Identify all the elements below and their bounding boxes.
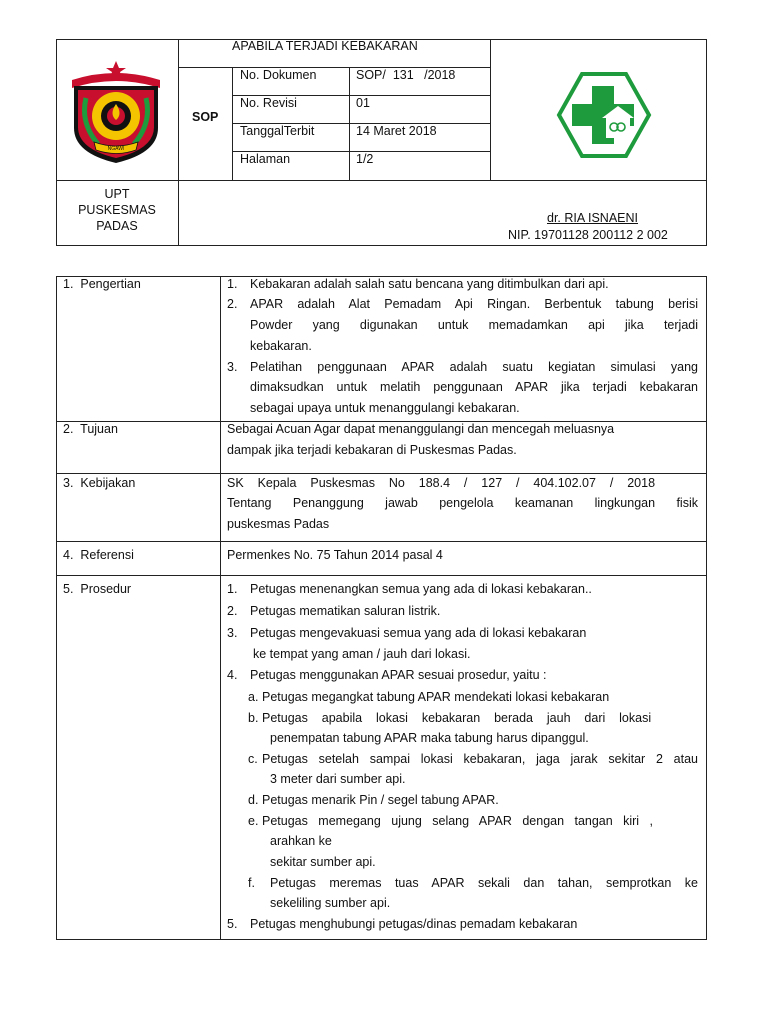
pengertian-item-1-line-1: Kebakaran adalah salah satu bencana yang ditimbulkan dari api. (250, 277, 609, 291)
pengertian-item-3-line-3: sebagai upaya untuk menanggulangi kebakaran. (250, 401, 520, 415)
sop-label: SOP (192, 110, 219, 124)
referensi-line-1: Permenkes No. 75 Tahun 2014 pasal 4 (227, 548, 443, 562)
prosedur-step-2-num: 2. (227, 604, 238, 618)
prosedur-substep-a-num: a. (248, 690, 259, 704)
kebijakan-line-1: SK Kepala Puskesmas No 188.4 / 127 / 404.102.07 / 2018 (227, 476, 656, 490)
document-title: APABILA TERJADI KEBAKARAN (232, 39, 418, 53)
prosedur-substep-c-num: c. (248, 752, 258, 766)
prosedur-substep-e-num: e. (248, 814, 259, 828)
pengertian-item-2-line-1: APAR adalah Alat Pemadam Api Ringan. Berbentuk tabung berisi (250, 297, 698, 311)
prosedur-step-1-num: 1. (227, 582, 238, 596)
pengertian-item-3-num: 3. (227, 360, 238, 374)
prosedur-substep-a-line-1: Petugas megangkat tabung APAR mendekati lokasi kebakaran (262, 690, 610, 704)
prosedur-step-5-text: Petugas menghubungi petugas/dinas pemadam kebakaran (250, 917, 578, 931)
pengertian-item-2-num: 2. (227, 297, 238, 311)
prosedur-step-3-num: 3. (227, 626, 238, 640)
pengertian-item-3-line-2: dimaksudkan untuk melatih penggunaan APAR jika terjadi kebakaran (250, 380, 698, 394)
puskesmas-logo (556, 72, 652, 158)
prosedur-substep-e-line-3: sekitar sumber api. (270, 855, 376, 869)
prosedur-step-3-cont: ke tempat yang aman / jauh dari lokasi. (253, 647, 471, 661)
field-value-no-revisi: 01 (356, 96, 370, 110)
tujuan-line-2: dampak jika terjadi kebakaran di Puskesmas Padas. (227, 443, 517, 457)
prosedur-substep-f-num: f. (248, 876, 255, 890)
prosedur-step-2-text: Petugas mematikan saluran listrik. (250, 604, 441, 618)
prosedur-substep-e-line-2: arahkan ke (270, 834, 332, 848)
prosedur-substep-b-num: b. (248, 711, 259, 725)
prosedur-step-5-num: 5. (227, 917, 238, 931)
signer-nip: NIP. 19701128 200112 2 002 (508, 228, 668, 242)
svg-text:NGAWI: NGAWI (107, 146, 125, 152)
pengertian-item-3-line-1: Pelatihan penggunaan APAR adalah suatu kegiatan simulasi yang (250, 360, 698, 374)
prosedur-substep-f-line-2: sekeliling sumber api. (270, 896, 391, 910)
field-value-no-dokumen: SOP/ 131 /2018 (356, 68, 456, 82)
field-label-halaman: Halaman (240, 152, 291, 166)
pengertian-item-1-num: 1. (227, 277, 238, 291)
kebijakan-line-3: puskesmas Padas (227, 517, 330, 531)
prosedur-substep-e-line-1: Petugas memegang ujung selang APAR dengan tangan kiri , (262, 814, 653, 828)
section-label-tujuan: 2. Tujuan (63, 422, 118, 436)
section-label-prosedur: 5. Prosedur (63, 582, 132, 596)
prosedur-substep-b-line-1: Petugas apabila lokasi kebakaran berada jauh dari lokasi (262, 711, 652, 725)
section-label-referensi: 4. Referensi (63, 548, 134, 562)
field-label-tanggal-terbit: TanggalTerbit (240, 124, 315, 138)
prosedur-step-4-text: Petugas menggunakan APAR sesuai prosedur, yaitu : (250, 668, 547, 682)
field-label-no-revisi: No. Revisi (240, 96, 297, 110)
prosedur-substep-d-line-1: Petugas menarik Pin / segel tabung APAR. (262, 793, 499, 807)
prosedur-substep-f-line-1: Petugas meremas tuas APAR sekali dan tahan, semprotkan ke (270, 876, 698, 890)
pengertian-item-2-line-2: Powder yang digunakan untuk memadamkan api jika terjadi (250, 318, 698, 332)
field-label-no-dokumen: No. Dokumen (240, 68, 317, 82)
kebijakan-line-2: Tentang Penanggung jawab pengelola keamanan lingkungan fisik (227, 496, 698, 510)
org-line-1: UPT (104, 187, 130, 201)
prosedur-substep-d-num: d. (248, 793, 259, 807)
prosedur-step-1-text: Petugas menenangkan semua yang ada di lokasi kebakaran.. (250, 582, 592, 596)
prosedur-substep-b-line-2: penempatan tabung APAR maka tabung harus dipanggul. (270, 731, 589, 745)
section-label-kebijakan: 3. Kebijakan (63, 476, 136, 490)
pengertian-item-2-line-3: kebakaran. (250, 339, 312, 353)
prosedur-step-4-num: 4. (227, 668, 238, 682)
prosedur-step-3-text: Petugas mengevakuasi semua yang ada di lokasi kebakaran (250, 626, 587, 640)
section-label-pengertian: 1. Pengertian (63, 277, 141, 291)
org-line-2: PUSKESMAS (78, 203, 156, 217)
org-line-3: PADAS (96, 219, 138, 233)
prosedur-substep-c-line-2: 3 meter dari sumber api. (270, 772, 406, 786)
field-value-halaman: 1/2 (356, 152, 374, 166)
field-value-tanggal-terbit: 14 Maret 2018 (356, 124, 437, 138)
tujuan-line-1: Sebagai Acuan Agar dapat menanggulangi dan mencegah meluasnya (227, 422, 615, 436)
signer-name: dr. RIA ISNAENI (547, 211, 639, 225)
regional-crest-logo (66, 58, 166, 168)
prosedur-substep-c-line-1: Petugas setelah sampai lokasi kebakaran, jaga jarak sekitar 2 atau (262, 752, 698, 766)
